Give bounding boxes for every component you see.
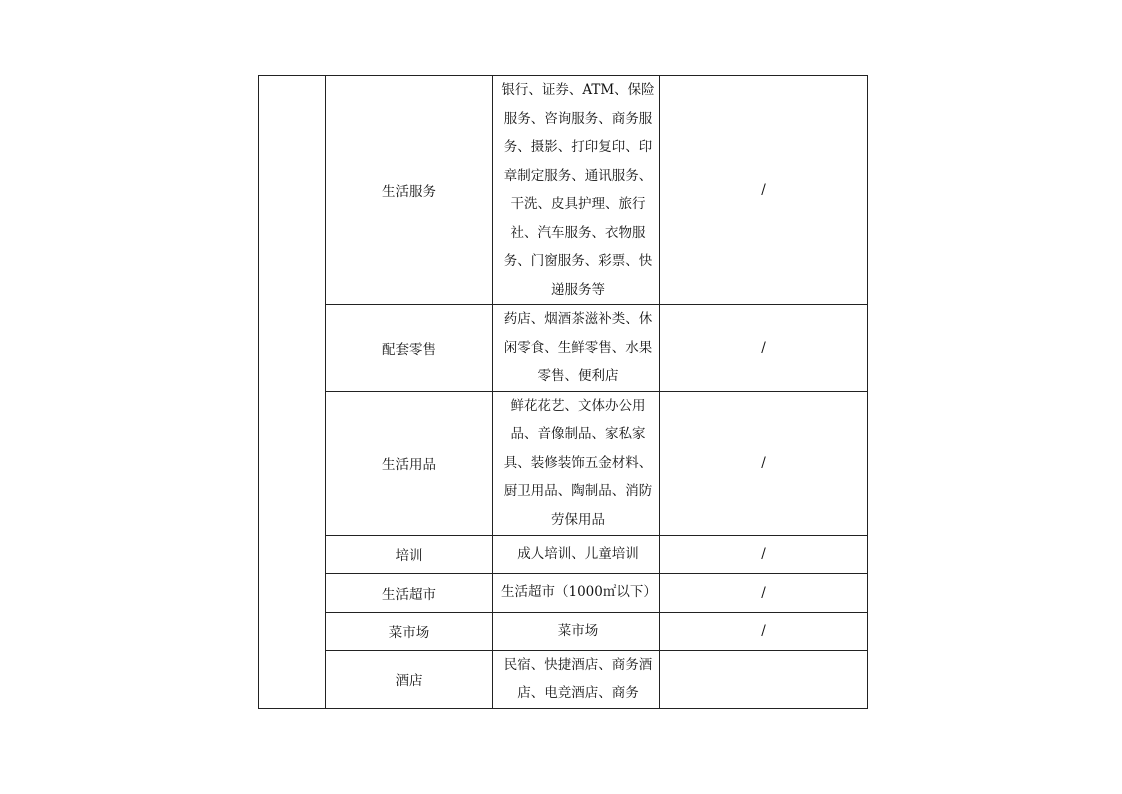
table-row xyxy=(259,76,868,305)
note-cell xyxy=(660,573,868,612)
note-text: / xyxy=(761,339,766,356)
category-label: 酒店 xyxy=(395,673,423,689)
description-cell xyxy=(493,76,660,305)
note-cell xyxy=(660,612,868,650)
description-text: 民宿、快捷酒店、商务酒店、电竞酒店、商务 xyxy=(503,656,653,701)
description-cell xyxy=(493,391,660,535)
category-label: 生活服务 xyxy=(382,184,436,200)
note-text: / xyxy=(761,182,766,198)
category-cell xyxy=(326,612,493,650)
business-type-table xyxy=(258,75,868,709)
note-cell xyxy=(660,535,868,573)
category-cell xyxy=(326,391,493,535)
description-text: 成人培训、儿童培训 xyxy=(517,545,639,562)
note-cell xyxy=(660,305,868,392)
description-cell xyxy=(493,305,660,392)
category-cell xyxy=(326,305,493,392)
category-label: 培训 xyxy=(395,548,423,564)
category-label: 菜市场 xyxy=(388,625,430,641)
note-text: / xyxy=(761,623,766,639)
category-label: 生活用品 xyxy=(382,457,436,473)
description-text: 银行、证券、ATM、保险服务、咨询服务、商务服务、摄影、打印复印、印章制定服务、通讯服务、干洗、皮具护理、旅行社、汽车服务、衣物服务、门窗服务、彩票、快递服务等 xyxy=(501,82,655,298)
table-row xyxy=(259,391,868,535)
note-text: / xyxy=(761,455,766,471)
category-cell xyxy=(326,76,493,305)
table-row xyxy=(259,535,868,573)
description-cell xyxy=(493,573,660,612)
description-cell xyxy=(493,612,660,650)
description-cell xyxy=(493,650,660,708)
category-label: 配套零售 xyxy=(382,341,436,358)
table-row xyxy=(259,650,868,708)
note-cell xyxy=(660,650,868,708)
category-cell xyxy=(326,535,493,573)
note-cell xyxy=(660,391,868,535)
description-text: 鲜花花艺、文体办公用品、音像制品、家私家具、装修装饰五金材料、厨卫用品、陶制品、消防劳保用品 xyxy=(503,397,653,528)
description-cell xyxy=(493,535,660,573)
table-row xyxy=(259,612,868,650)
note-text: / xyxy=(761,546,766,562)
table-row xyxy=(259,573,868,612)
description-text: 药店、烟酒茶滋补类、休闲零食、生鲜零售、水果零售、便利店 xyxy=(503,311,653,384)
note-text: / xyxy=(761,584,766,601)
description-text: 生活超市（1000㎡以下） xyxy=(501,584,657,601)
note-cell xyxy=(660,76,868,305)
category-label: 生活超市 xyxy=(382,586,436,603)
description-text: 菜市场 xyxy=(557,622,599,639)
merged-outer-cell xyxy=(259,76,326,709)
category-cell xyxy=(326,650,493,708)
category-cell xyxy=(326,573,493,612)
table-row xyxy=(259,305,868,392)
